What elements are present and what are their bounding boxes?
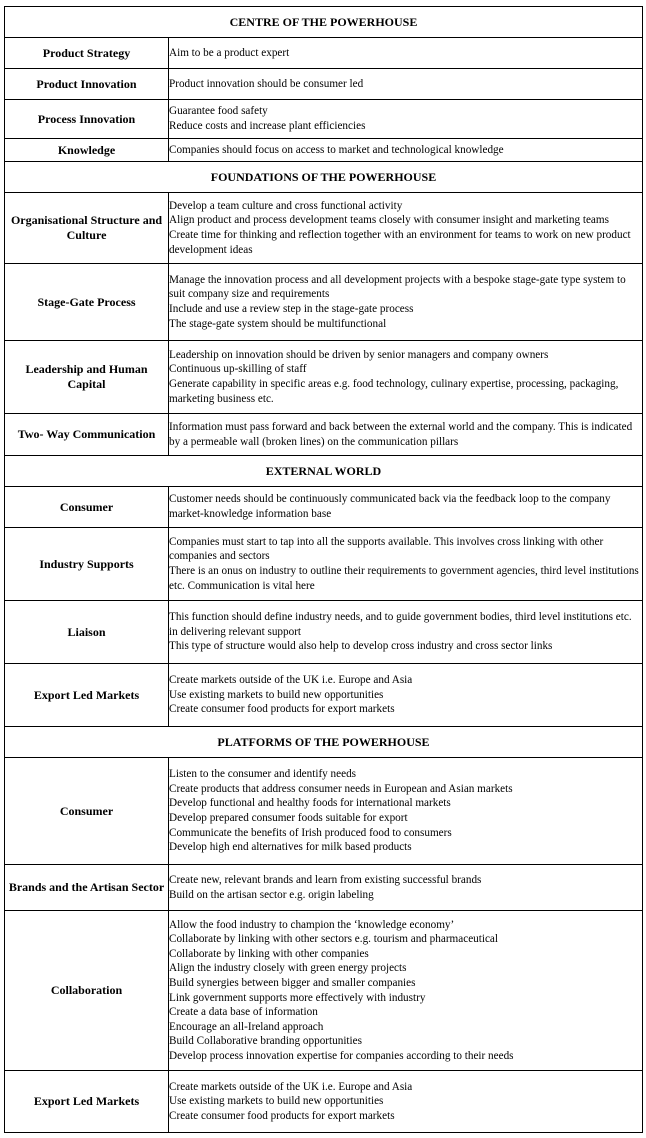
description-line: Develop process innovation expertise for companies according to their needs: [169, 1049, 514, 1062]
description-line: Guarantee food safety: [169, 105, 268, 118]
description-line: Companies should focus on access to market and technological knowledge: [169, 143, 504, 156]
description-line: Aim to be a product expert: [169, 46, 290, 59]
description-line: Create a data base of information: [169, 1006, 318, 1019]
description-line: Create products that address consumer needs in European and Asian markets: [169, 782, 513, 795]
description-line: Include and use a review step in the stage-gate process: [169, 303, 414, 315]
description-line: Generate capability in specific areas e.g. food technology, culinary expertise, processing, packaging, marketing business etc.: [169, 378, 619, 405]
description-line: Collaborate by linking with other sectors e.g. tourism and pharmaceutical: [169, 933, 499, 946]
table-row: [5, 139, 643, 162]
powerhouse-table: [4, 6, 643, 1133]
description-line: Create consumer food products for export markets: [169, 703, 395, 716]
row-description: [169, 487, 643, 528]
description-line: Link government supports more effectively with industry: [169, 991, 426, 1004]
section-title: PLATFORMS OF THE POWERHOUSE: [5, 727, 643, 758]
row-description: [169, 193, 643, 264]
row-label: Knowledge: [5, 139, 169, 162]
row-label: Consumer: [5, 758, 169, 865]
description-line: Companies must start to tap into all the supports available. This involves cross linking with other companies and sectors: [169, 535, 604, 563]
description-line: Communicate the benefits of Irish produced food to consumers: [169, 826, 452, 839]
row-label: Process Innovation: [5, 100, 169, 139]
section-title: EXTERNAL WORLD: [5, 456, 643, 487]
table-row: [5, 1071, 643, 1133]
description-line: Create new, relevant brands and learn from existing successful brands: [169, 873, 482, 886]
table-row: [5, 911, 643, 1071]
description-line: Information must pass forward and back between the external world and the company. This is indicated by a permeable wall (broken lines) on the communication pillars: [169, 420, 633, 448]
table-row: [5, 865, 643, 911]
section-header-row: [5, 7, 643, 38]
row-description: [169, 865, 643, 911]
row-label: Brands and the Artisan Sector: [5, 865, 169, 911]
row-label: Export Led Markets: [5, 664, 169, 727]
row-label: Leadership and Human Capital: [5, 341, 169, 414]
description-line: Continuous up-skilling of staff: [169, 363, 307, 376]
row-description: [169, 601, 643, 664]
row-label: Consumer: [5, 487, 169, 528]
description-line: Listen to the consumer and identify needs: [169, 768, 357, 781]
row-label: Industry Supports: [5, 528, 169, 601]
description-line: This function should define industry needs, and to guide government bodies, third level institutions etc. in delivering relevant support: [169, 611, 632, 638]
row-description: [169, 758, 643, 865]
row-label: Product Strategy: [5, 38, 169, 69]
description-line: Use existing markets to build new opportunities: [169, 1095, 384, 1108]
row-description: [169, 139, 643, 162]
row-description: [169, 414, 643, 456]
description-line: Build on the artisan sector e.g. origin labeling: [169, 888, 374, 901]
row-label: Product Innovation: [5, 69, 169, 100]
row-label: Liaison: [5, 601, 169, 664]
section-title: FOUNDATIONS OF THE POWERHOUSE: [5, 162, 643, 193]
row-label: Export Led Markets: [5, 1071, 169, 1133]
description-line: Product innovation should be consumer led: [169, 77, 364, 90]
description-line: Leadership on innovation should be driven by senior managers and company owners: [169, 348, 549, 361]
row-label: Stage-Gate Process: [5, 264, 169, 341]
row-label: Collaboration: [5, 911, 169, 1071]
table-body: [5, 7, 643, 1133]
description-line: Build Collaborative branding opportunities: [169, 1035, 362, 1048]
description-line: Align product and process development teams closely with consumer insight and marketing teams: [169, 214, 609, 227]
description-line: Customer needs should be continuously communicated back via the feedback loop to the company market-knowledge information base: [169, 493, 611, 520]
table-row: [5, 69, 643, 100]
table-row: [5, 487, 643, 528]
description-line: Create time for thinking and reflection together with an environment for teams to work on new product development ideas: [169, 229, 631, 256]
row-description: [169, 911, 643, 1071]
row-description: [169, 664, 643, 727]
section-header-row: [5, 162, 643, 193]
description-line: Develop prepared consumer foods suitable for export: [169, 812, 408, 824]
description-line: Build synergies between bigger and smaller companies: [169, 976, 416, 989]
row-description: [169, 1071, 643, 1133]
description-line: Reduce costs and increase plant efficiencies: [169, 120, 366, 132]
description-line: Align the industry closely with green energy projects: [169, 962, 407, 975]
table-row: [5, 664, 643, 727]
section-title: CENTRE OF THE POWERHOUSE: [5, 7, 643, 38]
row-description: [169, 38, 643, 69]
description-line: The stage-gate system should be multifunctional: [169, 317, 387, 330]
table-row: [5, 193, 643, 264]
section-header-row: [5, 456, 643, 487]
description-line: Create markets outside of the UK i.e. Europe and Asia: [169, 674, 413, 687]
section-header-row: [5, 727, 643, 758]
description-line: Encourage an all-Ireland approach: [169, 1020, 324, 1033]
description-line: Manage the innovation process and all development projects with a bespoke stage-gate type system to suit company size and requirements: [169, 273, 626, 301]
table-row: [5, 264, 643, 341]
table-row: [5, 414, 643, 456]
description-line: This type of structure would also help to develop cross industry and cross sector links: [169, 640, 553, 653]
table-row: [5, 528, 643, 601]
row-label: Organisational Structure and Culture: [5, 193, 169, 264]
description-line: Develop functional and healthy foods for international markets: [169, 797, 451, 810]
table-row: [5, 341, 643, 414]
description-line: There is an onus on industry to outline their requirements to government agencies, third level institutions etc. Communication is vital here: [169, 565, 639, 592]
description-line: Allow the food industry to champion the ‘knowledge economy’: [169, 918, 455, 931]
row-description: [169, 528, 643, 601]
description-line: Collaborate by linking with other companies: [169, 947, 369, 960]
row-description: [169, 69, 643, 100]
description-line: Use existing markets to build new opportunities: [169, 688, 384, 701]
description-line: Create markets outside of the UK i.e. Europe and Asia: [169, 1080, 413, 1093]
table-row: [5, 758, 643, 865]
table-row: [5, 601, 643, 664]
description-line: Develop a team culture and cross functional activity: [169, 199, 403, 212]
description-line: Create consumer food products for export markets: [169, 1109, 395, 1122]
row-description: [169, 100, 643, 139]
table-row: [5, 38, 643, 69]
row-description: [169, 264, 643, 341]
row-label: Two- Way Communication: [5, 414, 169, 456]
row-description: [169, 341, 643, 414]
table-row: [5, 100, 643, 139]
description-line: Develop high end alternatives for milk based products: [169, 841, 412, 854]
